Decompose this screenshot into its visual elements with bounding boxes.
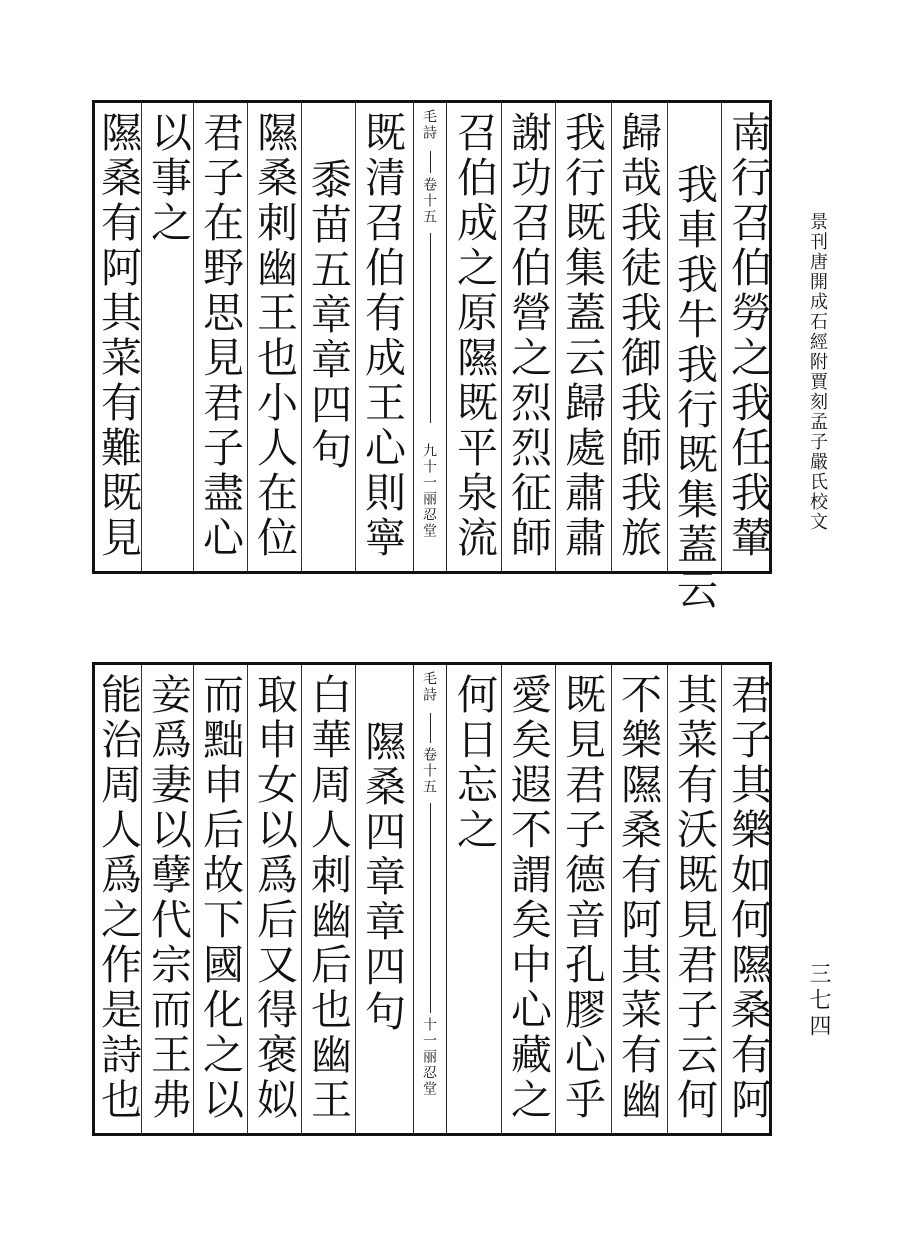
band-rule — [430, 233, 431, 423]
column-rule — [501, 103, 502, 571]
band-title: 毛詩 — [421, 109, 437, 141]
band-volume: 卷十五 — [421, 177, 437, 225]
column — [503, 665, 553, 1133]
column — [669, 103, 719, 613]
page-number: 三七四 — [806, 962, 831, 1040]
column — [723, 665, 773, 1133]
column — [93, 103, 143, 571]
column-rule — [355, 103, 356, 571]
column — [613, 103, 663, 571]
column-rule — [247, 665, 248, 1133]
band-rule — [430, 151, 431, 173]
column — [195, 103, 245, 571]
column — [723, 103, 773, 571]
column-rule — [247, 103, 248, 571]
band-volume: 卷十五 — [421, 747, 437, 795]
column-text: 妾爲妻以孽代宗而王弗 — [144, 673, 192, 1123]
column-text: 能治周人爲之作是詩也 — [94, 673, 142, 1123]
column-text: 其菜有沃既見君子云何 — [670, 673, 718, 1123]
band-rule — [430, 803, 431, 1013]
column-text: 既清召伯有成王心則寧 — [358, 111, 406, 561]
column-rule — [611, 103, 612, 571]
column-rule — [667, 665, 668, 1133]
column-rule — [611, 665, 612, 1133]
column-text: 白華周人刺幽后也幽王 — [304, 673, 352, 1123]
column-text: 既見君子德音孔膠心乎 — [558, 673, 606, 1123]
column — [303, 665, 353, 1133]
center-band — [413, 665, 447, 1133]
column — [143, 665, 193, 1133]
column-rule — [193, 103, 194, 571]
column-text: 我車我牛我行既集蓋云 — [670, 163, 718, 613]
column-text: 隰桑有阿其菜有難既見 — [94, 111, 142, 561]
column — [93, 665, 143, 1133]
column-rule — [355, 665, 356, 1133]
column — [357, 103, 407, 571]
column-text: 以事之 — [144, 111, 192, 246]
column-text: 我行既集蓋云歸處肅肅 — [558, 111, 606, 561]
column — [557, 665, 607, 1133]
column-rule — [667, 103, 668, 571]
column — [503, 103, 553, 571]
column-text: 不樂隰桑有阿其菜有幽 — [614, 673, 662, 1123]
bottom-text-panel — [92, 662, 772, 1136]
column-text: 南行召伯勞之我任我輦 — [724, 111, 772, 561]
column-rule — [301, 665, 302, 1133]
top-text-panel — [92, 100, 772, 613]
column-rule — [555, 665, 556, 1133]
column-text: 愛矣遐不謂矣中心藏之 — [504, 673, 552, 1123]
column-rule — [301, 103, 302, 571]
column — [669, 665, 719, 1133]
column — [143, 103, 193, 571]
column-text: 歸哉我徒我御我師我旅 — [614, 111, 662, 561]
column — [195, 665, 245, 1133]
band-title: 毛詩 — [421, 671, 437, 703]
column-text: 隰桑刺幽王也小人在位 — [250, 111, 298, 561]
column — [249, 103, 299, 571]
band-folio: 九十一丽忍堂 — [421, 443, 437, 539]
column-rule — [501, 665, 502, 1133]
column-rule — [555, 103, 556, 571]
center-band — [413, 103, 447, 571]
column-text: 何日忘之 — [450, 673, 498, 853]
column — [303, 103, 353, 571]
column-text: 而黜申后故下國化之以 — [196, 673, 244, 1123]
column — [557, 103, 607, 571]
column — [613, 665, 663, 1133]
band-rule — [430, 713, 431, 743]
column-text: 君子在野思見君子盡心 — [196, 111, 244, 561]
side-title: 景刊唐開成石經附賈刻孟子嚴氏校文 — [807, 212, 828, 532]
column-text: 謝功召伯營之烈烈征師 — [504, 111, 552, 561]
column — [449, 103, 499, 571]
column — [249, 665, 299, 1133]
column-text: 黍苗五章章四句 — [304, 158, 352, 473]
column — [357, 665, 407, 1133]
column-text: 隰桑四章章四句 — [358, 720, 406, 1035]
column-text: 召伯成之原隰既平泉流 — [450, 111, 498, 561]
column-rule — [721, 103, 722, 571]
band-folio: 十一丽忍堂 — [421, 1017, 437, 1097]
column-rule — [193, 665, 194, 1133]
column-rule — [721, 665, 722, 1133]
column-text: 取申女以爲后又得褒姒 — [250, 673, 298, 1123]
column-text: 君子其樂如何隰桑有阿 — [724, 673, 772, 1123]
column — [449, 665, 499, 1133]
